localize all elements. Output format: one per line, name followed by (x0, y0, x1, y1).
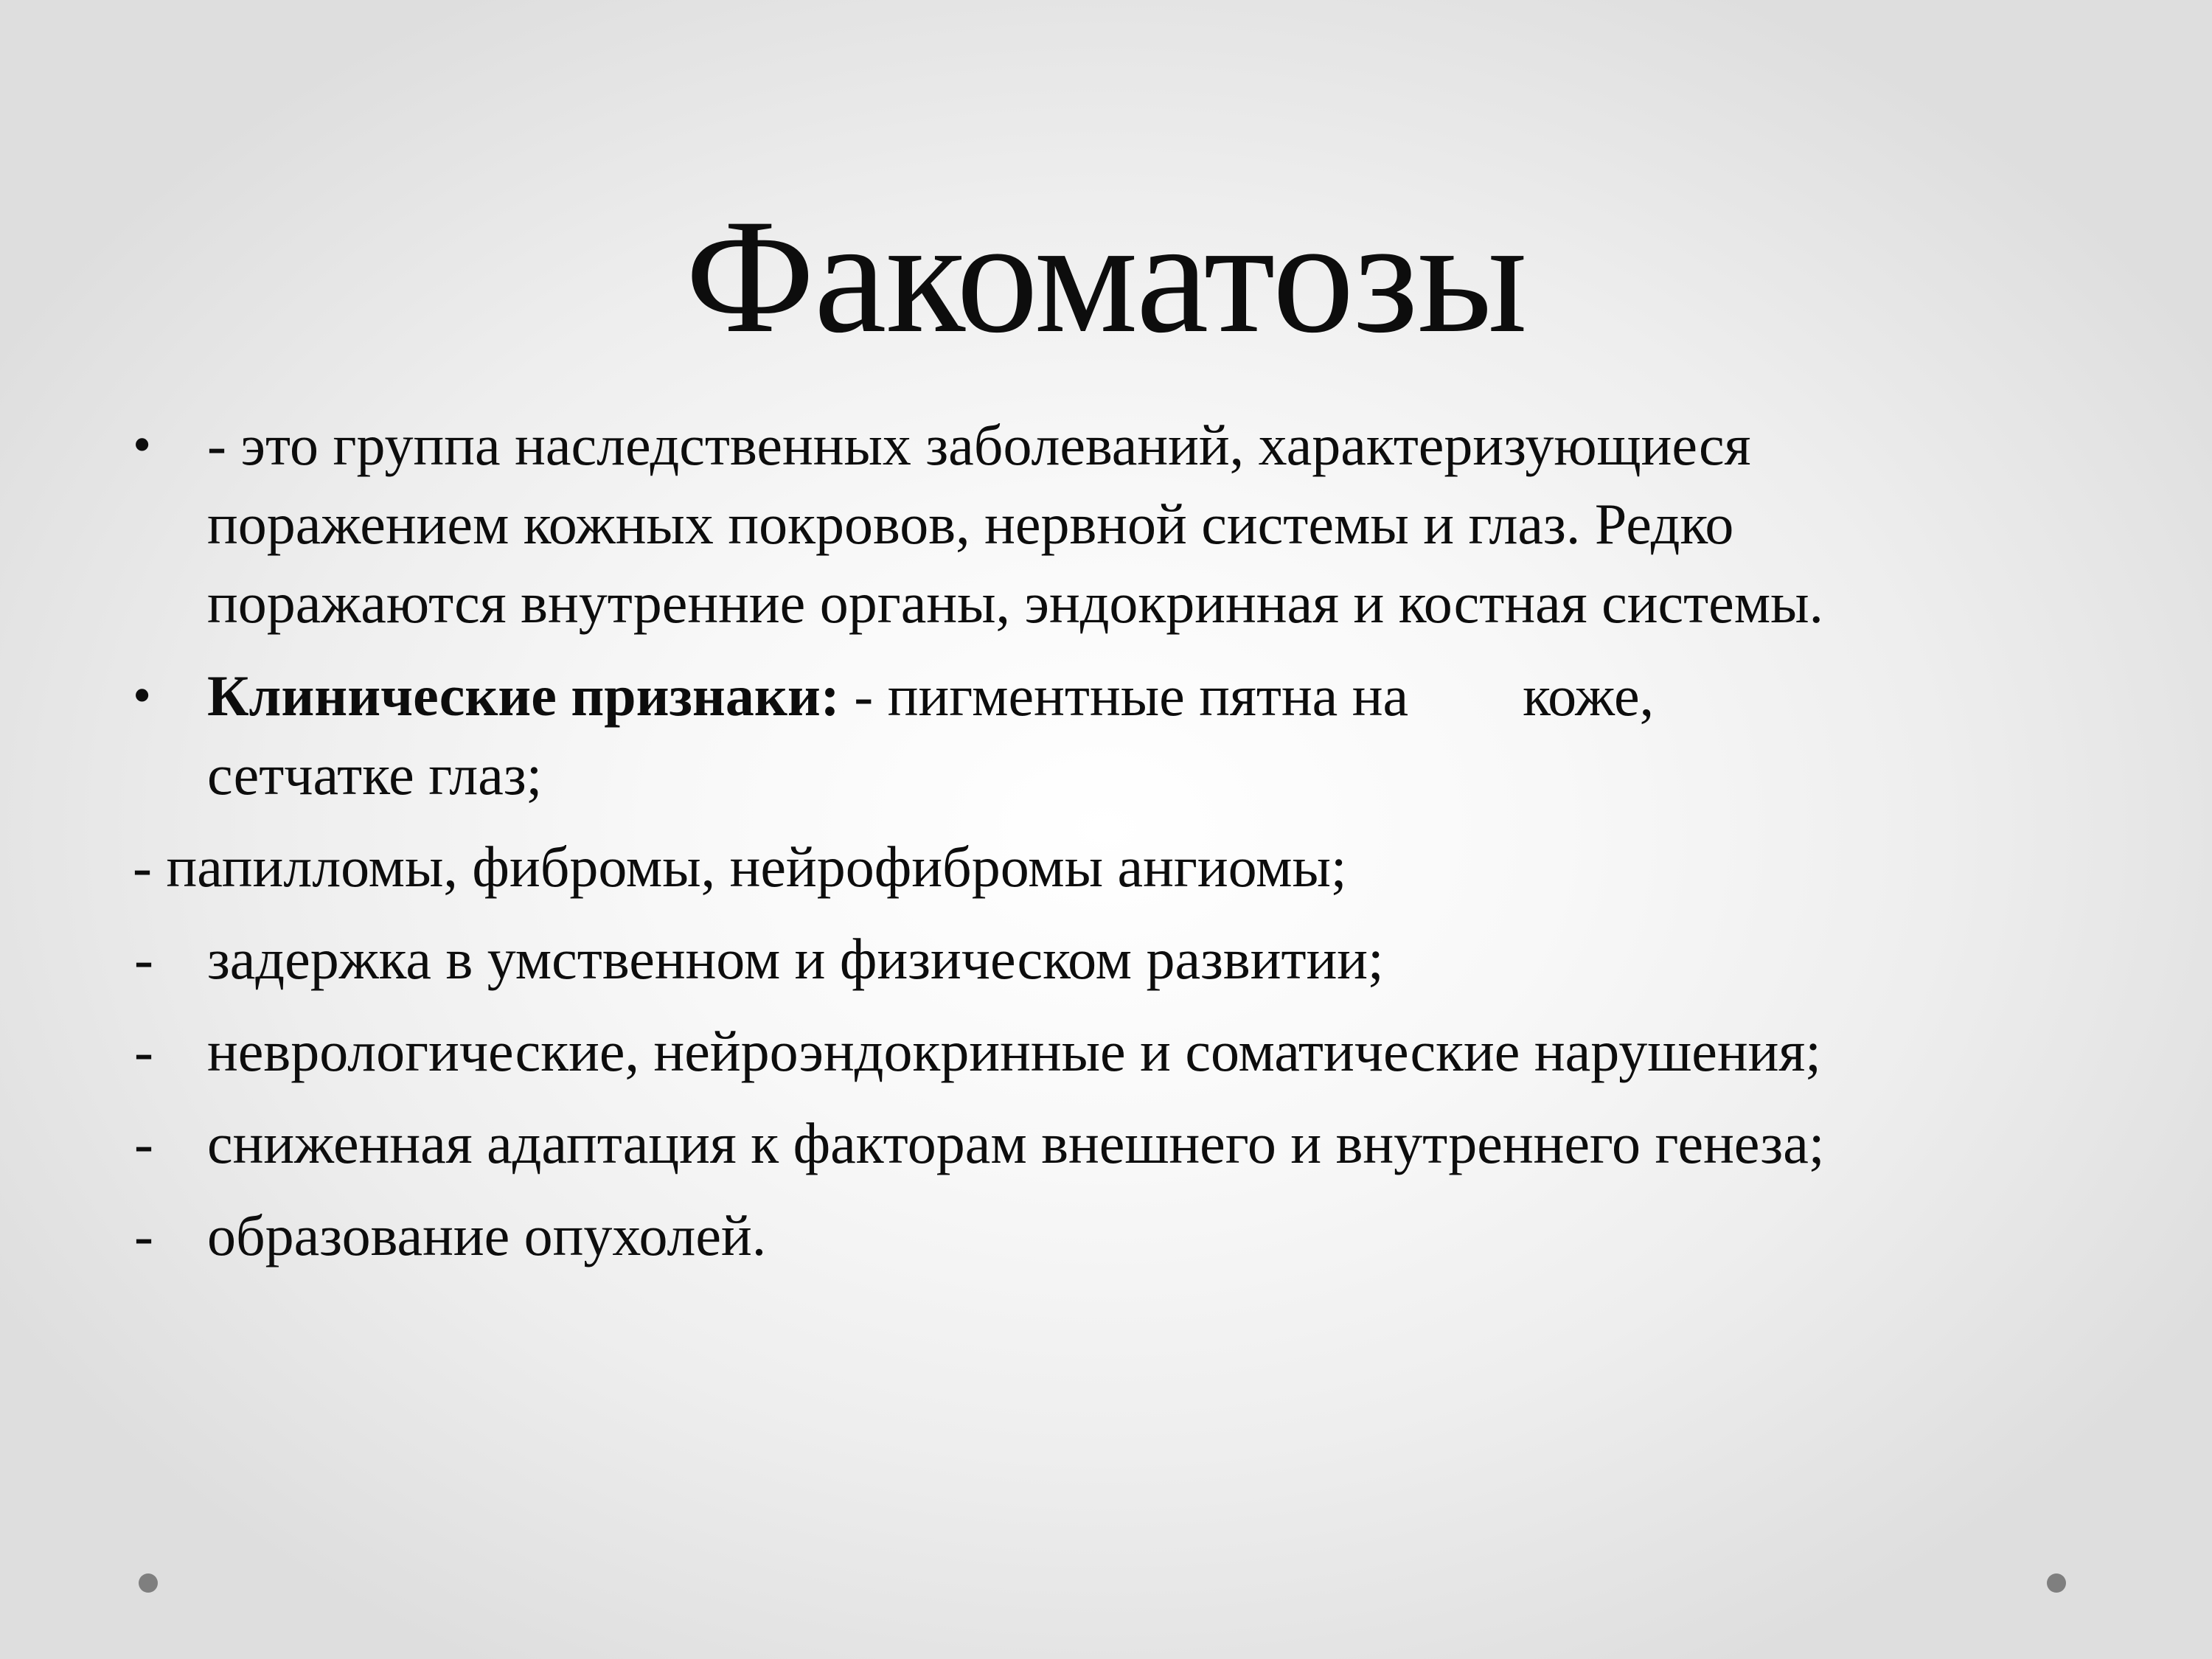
dash-item-text: задержка в умственном и физическом развитии; (207, 927, 1384, 991)
bullet-marker: • (133, 415, 152, 474)
dash-marker: - (134, 1019, 153, 1083)
dash-item-text: сниженная адаптация к факторам внешнего и внутреннего генеза; (207, 1111, 1825, 1175)
dash-item-text: неврологические, нейроэндокринные и соматические нарушения; (207, 1019, 1821, 1083)
dash-item-text: образование опухолей. (207, 1203, 767, 1267)
bullet-text (207, 656, 2095, 814)
plain-line-text: - папилломы, фибромы, нейрофибромы ангиомы; (133, 835, 1347, 899)
dash-marker: - (134, 1203, 153, 1267)
dash-marker: - (134, 1111, 153, 1175)
text-line: поражением кожных покровов, нервной системы и глаз. Редко (207, 492, 1734, 556)
text-line: поражаются внутренние органы, эндокринная и костная системы. (207, 571, 1824, 635)
bullet-text (207, 406, 2095, 642)
dash-marker: - (134, 927, 153, 991)
slide-title: Факоматозы (685, 186, 1527, 367)
bold-label: Клинические признаки: (207, 664, 840, 728)
text-line (207, 656, 2095, 735)
corner-dot-right (2047, 1573, 2066, 1593)
text-line: сетчатке глаз; (207, 742, 543, 807)
text-fragment: коже, (1523, 664, 1655, 728)
bullet-marker: • (133, 666, 152, 725)
text-line: - это группа наследственных заболеваний, характеризующиеся (207, 413, 1751, 477)
text-fragment: - пигментные пятна на (839, 664, 1409, 728)
corner-dot-left (139, 1573, 158, 1593)
